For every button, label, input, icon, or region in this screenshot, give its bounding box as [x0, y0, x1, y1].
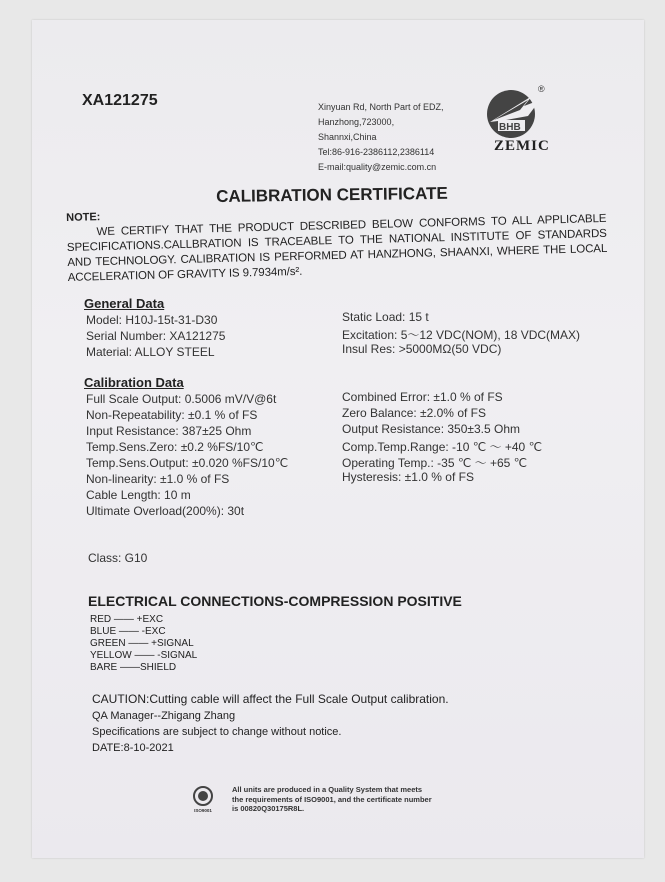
model-field: Model: H10J-15t-31-D30	[86, 313, 218, 327]
note-text: WE CERTIFY THAT THE PRODUCT DESCRIBED BELOW CONFORMS TO ALL APPLICABLE SPECIFICATIONS.CALLBRATION IS TRACEABLE TO THE NATIONAL INSTITUTE OF STANDARDS AND TECHNOLOGY. CALIBRATION IS PERFORMED AT HANZHONG, SHAANXI, WHERE THE LOCAL ACCELERATION OF GRAVITY IS 9.7934m/s².	[66, 212, 608, 284]
insulation-resistance-field: Insul Res: >5000MΩ(50 VDC)	[342, 342, 502, 356]
cable-length-field: Cable Length: 10 m	[86, 488, 191, 502]
comp-temp-range-field: Comp.Temp.Range: -10 ℃ ～ +40 ℃	[342, 440, 543, 454]
address-line: Shannxi,China	[318, 132, 377, 142]
wire-bare: BARE ——SHIELD	[90, 662, 177, 673]
iso-badge-label: ISO9001	[194, 808, 212, 813]
general-data-heading: General Data	[84, 296, 165, 311]
date-field: DATE:8-10-2021	[92, 742, 174, 754]
email-line: E-mail:quality@zemic.com.cn	[318, 162, 437, 172]
certificate-title: CALIBRATION CERTIFICATE	[216, 183, 448, 206]
static-load-field: Static Load: 15 t	[342, 310, 429, 324]
svg-text:BHB: BHB	[499, 122, 521, 133]
temp-sens-zero-field: Temp.Sens.Zero: ±0.2 %FS/10℃	[86, 440, 264, 454]
temp-sens-output-field: Temp.Sens.Output: ±0.020 %FS/10℃	[86, 456, 289, 470]
qa-manager: QA Manager--Zhigang Zhang	[92, 710, 236, 722]
wire-green: GREEN —— +SIGNAL	[90, 638, 194, 649]
address-line: Hanzhong,723000,	[318, 117, 395, 127]
serial-number-field: Serial Number: XA121275	[86, 329, 226, 343]
note-label: NOTE:	[66, 211, 101, 224]
electrical-connections-heading: ELECTRICAL CONNECTIONS-COMPRESSION POSITIVE	[88, 593, 462, 609]
operating-temp-field: Operating Temp.: -35 ℃ ～ +65 ℃	[342, 456, 528, 470]
material-field: Material: ALLOY STEEL	[86, 345, 215, 359]
iso-statement	[232, 785, 432, 814]
full-scale-output-field: Full Scale Output: 0.5006 mV/V@6t	[86, 392, 277, 406]
wire-yellow: YELLOW —— -SIGNAL	[90, 650, 198, 661]
iso-certified-icon	[192, 786, 214, 816]
iso-statement-line: the requirements of ISO9001, and the certificate number	[232, 794, 432, 804]
wire-blue: BLUE —— -EXC	[90, 626, 166, 637]
class-field: Class: G10	[88, 551, 148, 565]
output-resistance-field: Output Resistance: 350±3.5 Ohm	[342, 422, 521, 436]
zero-balance-field: Zero Balance: ±2.0% of FS	[342, 406, 486, 420]
hysteresis-field: Hysteresis: ±1.0 % of FS	[342, 470, 474, 484]
note-block	[66, 197, 608, 286]
registered-mark: ®	[538, 84, 545, 94]
calibration-data-heading: Calibration Data	[84, 375, 184, 390]
iso-statement-line: is 00820Q30175R8L.	[232, 804, 305, 813]
combined-error-field: Combined Error: ±1.0 % of FS	[342, 390, 503, 404]
caution-text: CAUTION:Cutting cable will affect the Full Scale Output calibration.	[92, 692, 449, 706]
spec-notice: Specifications are subject to change without notice.	[92, 726, 342, 738]
non-linearity-field: Non-linearity: ±1.0 % of FS	[86, 472, 230, 486]
phone-line: Tel:86-916-2386112,2386114	[318, 147, 435, 157]
input-resistance-field: Input Resistance: 387±25 Ohm	[86, 424, 252, 438]
wire-red: RED —— +EXC	[90, 614, 164, 625]
iso-statement-line: All units are produced in a Quality System that meets	[232, 785, 423, 794]
brand-name: ZEMIC	[494, 138, 550, 154]
address-line: Xinyuan Rd, North Part of EDZ,	[318, 102, 444, 112]
zemic-logo-icon	[484, 82, 546, 142]
certificate-number: XA121275	[82, 92, 158, 109]
non-repeatability-field: Non-Repeatability: ±0.1 % of FS	[86, 408, 258, 422]
ultimate-overload-field: Ultimate Overload(200%): 30t	[86, 504, 245, 518]
excitation-field: Excitation: 5～12 VDC(NOM), 18 VDC(MAX)	[342, 328, 581, 342]
